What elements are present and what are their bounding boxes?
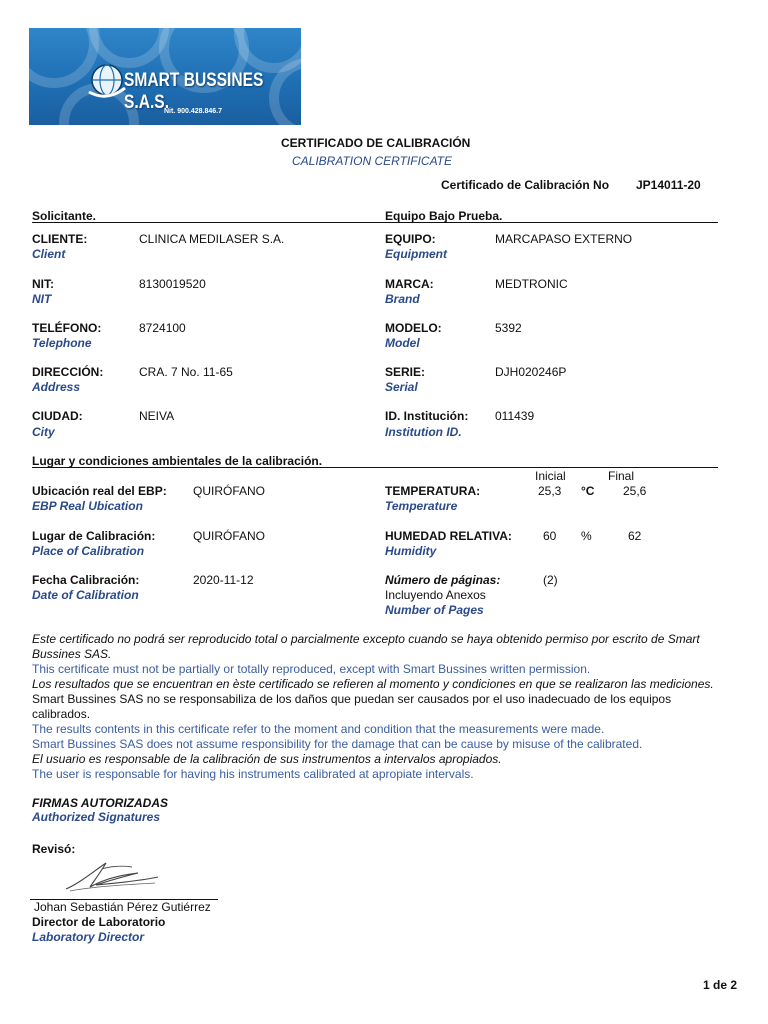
cert-number: JP14011-20 xyxy=(636,178,701,192)
reviewed-label: Revisó: xyxy=(32,842,76,856)
humidity-final: 62 xyxy=(628,529,642,543)
serial-value: DJH020246P xyxy=(495,365,567,379)
equipment-value: MARCAPASO EXTERNO xyxy=(495,232,633,246)
note-en: Smart Bussines SAS does not assume responsibility for the damage that can be cause by misuse of the calibrated. xyxy=(32,737,643,751)
equipment-label: EQUIPO: xyxy=(385,232,436,246)
address-value: CRA. 7 No. 11-65 xyxy=(139,365,233,379)
note-es: Smart Bussines SAS no se responsabiliza de los daños que puedan ser causados por el uso inadecuado de los equipos calibrados. xyxy=(32,692,672,721)
place-value: QUIRÓFANO xyxy=(193,529,266,543)
city-value: NEIVA xyxy=(139,409,175,423)
note-en: This certificate must not be partially or totally reproduced, except with Smart Bussines written permission. xyxy=(32,662,591,676)
temperature-final: 25,6 xyxy=(623,484,647,498)
section-conditions: Lugar y condiciones ambientales de la calibración. xyxy=(32,454,323,468)
equipment-label-en: Equipment xyxy=(385,247,447,261)
note-en: The results contents in this certificate refer to the moment and condition that the measurements were made. xyxy=(32,722,605,736)
city-label: CIUDAD: xyxy=(32,409,83,423)
client-label: CLIENTE: xyxy=(32,232,88,246)
date-label-en: Date of Calibration xyxy=(32,588,139,602)
phone-label: TELÉFONO: xyxy=(32,321,102,335)
pages-label-en: Number of Pages xyxy=(385,603,484,617)
logo-nit: Nit. 900.428.846.7 xyxy=(164,108,222,115)
date-value: 2020-11-12 xyxy=(193,573,254,587)
address-label-en: Address xyxy=(32,380,81,394)
signer-role: Director de Laboratorio xyxy=(32,915,166,929)
section-equipment: Equipo Bajo Prueba. xyxy=(385,209,503,223)
divider xyxy=(32,467,718,468)
col-final: Final xyxy=(608,469,635,483)
humidity-initial: 60 xyxy=(543,529,557,543)
signature-image xyxy=(60,855,170,897)
divider xyxy=(32,222,718,223)
note-es: El usuario es responsable de la calibración de sus instrumentos a intervalos apropiados. xyxy=(32,752,502,766)
model-label: MODELO: xyxy=(385,321,442,335)
brand-label: MARCA: xyxy=(385,277,434,291)
serial-label: SERIE: xyxy=(385,365,426,379)
globe-icon xyxy=(87,58,127,104)
signer-role-en: Laboratory Director xyxy=(32,930,145,944)
institution-value: 011439 xyxy=(495,409,535,423)
note-es: Este certificado no podrá ser reproducido total o parcialmente excepto cuando se haya obtenido permiso por escrito de Smart Bussines SAS. xyxy=(32,632,700,661)
title-en: CALIBRATION CERTIFICATE xyxy=(292,154,453,168)
nit-label: NIT: xyxy=(32,277,54,291)
client-label-en: Client xyxy=(32,247,66,261)
section-applicant: Solicitante. xyxy=(32,209,97,223)
location-value: QUIRÓFANO xyxy=(193,484,266,498)
title-es: CERTIFICADO DE CALIBRACIÓN xyxy=(281,136,471,150)
date-label: Fecha Calibración: xyxy=(32,573,140,587)
place-label-en: Place of Calibration xyxy=(32,544,145,558)
disclaimer-notes xyxy=(32,632,722,782)
brand-label-en: Brand xyxy=(385,292,420,306)
signer-name: Johan Sebastián Pérez Gutiérrez xyxy=(34,900,211,914)
city-label-en: City xyxy=(32,425,55,439)
institution-label-en: Institution ID. xyxy=(385,425,462,439)
model-label-en: Model xyxy=(385,336,420,350)
pages-sub: Incluyendo Anexos xyxy=(385,588,486,602)
phone-value: 8724100 xyxy=(139,321,186,335)
location-label: Ubicación real del EBP: xyxy=(32,484,167,498)
pages-label: Número de páginas: xyxy=(385,573,501,587)
brand-value: MEDTRONIC xyxy=(495,277,568,291)
note-es: Los resultados que se encuentran en èste certificado se refieren al momento y condiciones en que se realizaron las mediciones. xyxy=(32,677,714,691)
humidity-label-en: Humidity xyxy=(385,544,437,558)
col-initial: Inicial xyxy=(535,469,566,483)
serial-label-en: Serial xyxy=(385,380,418,394)
page-number: 1 de 2 xyxy=(703,978,738,992)
humidity-label: HUMEDAD RELATIVA: xyxy=(385,529,512,543)
place-label: Lugar de Calibración: xyxy=(32,529,156,543)
temperature-label-en: Temperature xyxy=(385,499,458,513)
note-en: The user is responsable for having his instruments calibrated at apropiate intervals. xyxy=(32,767,474,781)
pages-value: (2) xyxy=(543,573,558,587)
logo-company-name: SMART BUSSINES S.A.S. xyxy=(124,70,264,113)
nit-label-en: NIT xyxy=(32,292,52,306)
temperature-unit: °C xyxy=(581,484,595,498)
humidity-unit: % xyxy=(581,529,592,543)
institution-label: ID. Institución: xyxy=(385,409,469,423)
location-label-en: EBP Real Ubication xyxy=(32,499,143,513)
cert-number-label: Certificado de Calibración No xyxy=(441,178,610,192)
temperature-initial: 25,3 xyxy=(538,484,562,498)
nit-value: 8130019520 xyxy=(139,277,206,291)
company-logo xyxy=(29,28,301,125)
temperature-label: TEMPERATURA: xyxy=(385,484,481,498)
model-value: 5392 xyxy=(495,321,522,335)
client-value: CLINICA MEDILASER S.A. xyxy=(139,232,285,246)
signatures-title: FIRMAS AUTORIZADAS xyxy=(32,796,168,810)
signatures-title-en: Authorized Signatures xyxy=(32,810,161,824)
address-label: DIRECCIÓN: xyxy=(32,365,104,379)
phone-label-en: Telephone xyxy=(32,336,92,350)
